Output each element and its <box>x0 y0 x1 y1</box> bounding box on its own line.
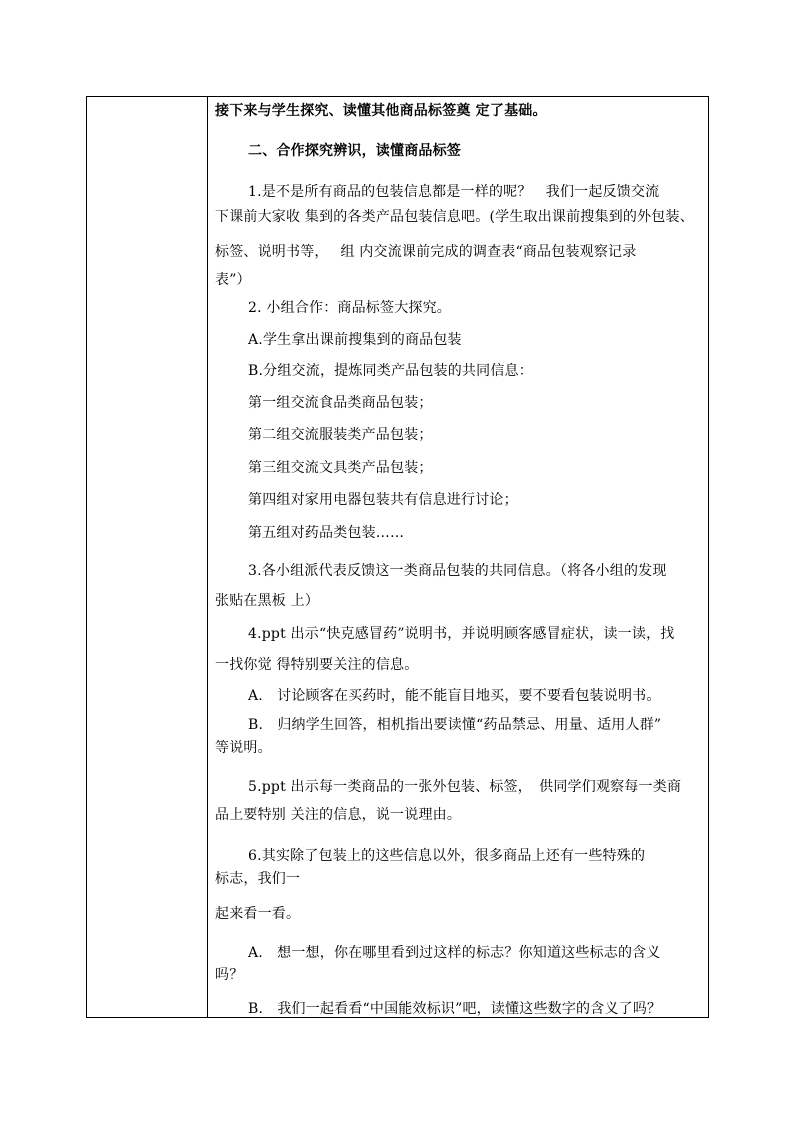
lesson-content <box>208 97 708 1017</box>
text-line: 2. 小组合作：商品标签大探究。 <box>248 300 452 316</box>
text-line: 下课前大家收 集到的各类产品包装信息吧。(学生取出课前搜集到的外包装、 <box>215 209 694 225</box>
text-line: 吗？ <box>215 967 244 983</box>
text-line: 第五组对药品类包装…… <box>248 525 405 541</box>
text-line: 第二组交流服装类产品包装； <box>248 427 433 443</box>
text-line: 起来看一看。 <box>215 906 301 922</box>
text-line: 第四组对家用电器包装共有信息进行讨论； <box>248 492 518 508</box>
text-line: B. 我们一起看看“中国能效标识”吧，读懂这些数字的含义了吗？ <box>248 1001 662 1017</box>
text-line: 3.各小组派代表反馈这一类商品包装的共同信息。（将各小组的发现 <box>248 563 667 579</box>
text-line: A. 想一想，你在哪里看到过这样的标志？你知道这些标志的含义 <box>248 945 661 961</box>
text-line: 接下来与学生探究、读懂其他商品标签奠 定了基础。 <box>215 103 547 119</box>
text-line: 5.ppt 出示每一类商品的一张外包装、标签， 供同学们观察每一类商 <box>248 779 682 795</box>
text-line: 4.ppt 出示“快克感冒药”说明书，并说明顾客感冒症状，读一读，找 <box>248 626 675 642</box>
text-line: B.分组交流，提炼同类产品包装的共同信息： <box>248 363 533 379</box>
text-line: A. 讨论顾客在买药时，能不能盲目地买，要不要看包装说明书。 <box>248 688 661 704</box>
text-line: 张贴在黑板 上） <box>215 593 320 609</box>
text-line: 表”） <box>215 272 251 288</box>
text-line: 1.是不是所有商品的包装信息都是一样的呢？ 我们一起反馈交流 <box>248 184 660 200</box>
text-line: 品上要特别 关注的信息，说一说理由。 <box>215 807 462 823</box>
text-line: 标签、说明书等， 组 内交流课前完成的调查表“商品包装观察记录 <box>215 244 637 260</box>
section-heading: 二、合作探究辨识，读懂商品标签 <box>248 143 461 159</box>
text-line: 第一组交流食品类商品包装； <box>248 395 433 411</box>
text-line: 等说明。 <box>215 740 272 756</box>
text-line: 第三组交流文具类产品包装； <box>248 460 433 476</box>
text-line: B. 归纳学生回答，相机指出要读懂“药品禁忌、用量、适用人群” <box>248 717 662 733</box>
text-line: 标志，我们一 <box>215 871 301 887</box>
text-line: A.学生拿出课前搜集到的商品包装 <box>248 332 462 348</box>
text-line: 一找你觉 得特别要关注的信息。 <box>215 657 419 673</box>
text-line: 6.其实除了包装上的这些信息以外，很多商品上还有一些特殊的 <box>248 848 646 864</box>
lesson-table <box>86 96 709 1018</box>
